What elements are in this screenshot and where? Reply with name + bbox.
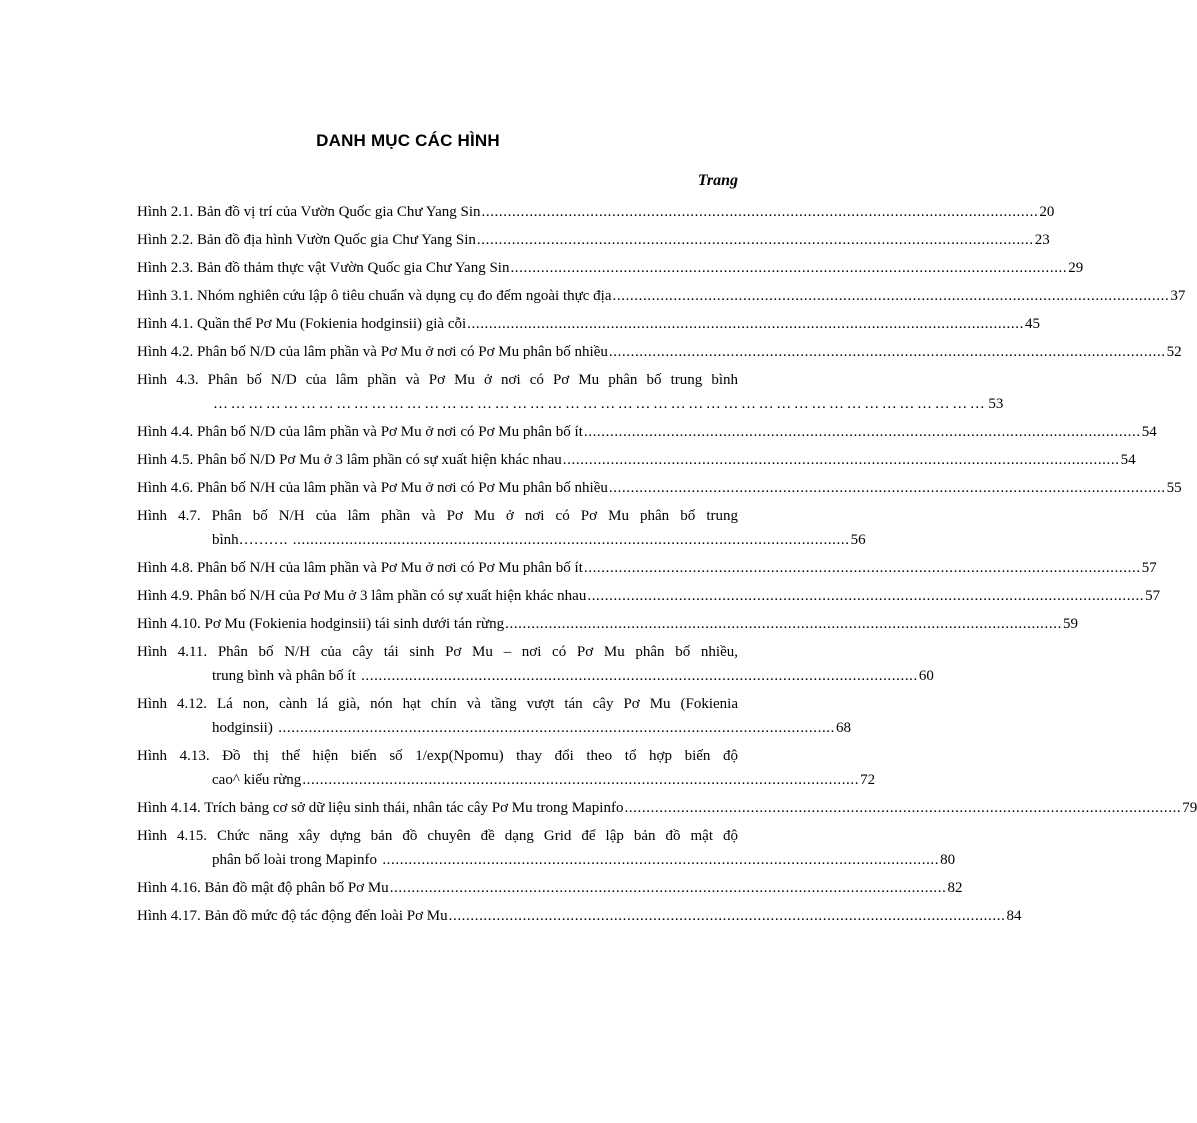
entry-text: Hình 4.1. Quần thể Pơ Mu (Fokienia hodginsii) già cỗi xyxy=(137,316,467,332)
list-item[interactable] xyxy=(137,744,876,792)
entry-continuation xyxy=(137,768,876,792)
list-item[interactable] xyxy=(137,504,866,552)
entry-continuation xyxy=(137,664,934,688)
page-number: 60 xyxy=(918,668,934,684)
list-item[interactable] xyxy=(137,640,934,688)
dot-leader: ................................................................................................................................ xyxy=(608,344,1166,360)
dot-leader: ................................................................................................................................ xyxy=(481,204,1039,220)
entry-text: Hình 4.16. Bản đồ mật độ phân bố Pơ Mu xyxy=(137,880,389,896)
entry-text: Hình 2.2. Bản đồ địa hình Vườn Quốc gia Chư Yang Sin xyxy=(137,232,476,248)
page-number: 72 xyxy=(860,772,876,788)
list-item[interactable] xyxy=(137,796,1197,820)
entry-text: Hình 4.4. Phân bố N/D của lâm phần và Pơ Mu ở nơi có Pơ Mu phân bố ít xyxy=(137,424,583,440)
dot-leader: ................................................................................................................................ xyxy=(448,908,1006,924)
entry-text: Hình 4.5. Phân bố N/D Pơ Mu ở 3 lâm phần có sự xuất hiện khác nhau xyxy=(137,452,562,468)
list-item[interactable] xyxy=(137,448,1136,472)
entry-text: Hình 4.15. Chức năng xây dựng bản đồ chuyên đề dạng Grid để lập bản đồ mật độ xyxy=(137,828,738,844)
list-item[interactable] xyxy=(137,556,1157,580)
list-item[interactable] xyxy=(137,312,1040,336)
figure-list xyxy=(137,200,1197,932)
page-number: 45 xyxy=(1024,316,1040,332)
page-number: 23 xyxy=(1034,232,1050,248)
entry-text: Hình 4.12. Lá non, cành lá già, nón hạt chín và tầng vượt tán cây Pơ Mu (Fokienia xyxy=(137,696,738,712)
dot-leader: ................................................................................................................................ xyxy=(624,800,1182,816)
dot-leader: ................................................................................................................................ xyxy=(302,772,860,788)
dot-leader: ................................................................................................................................ xyxy=(583,560,1141,576)
page-column-label: Trang xyxy=(697,172,738,189)
entry-continuation xyxy=(137,716,851,740)
entry-text: Hình 4.9. Phân bố N/H của Pơ Mu ở 3 lâm phần có sự xuất hiện khác nhau xyxy=(137,588,587,604)
dot-leader: ................................................................................................................................ xyxy=(608,480,1166,496)
dot-leader: ................................................................................................................................ xyxy=(467,316,1024,332)
list-item[interactable] xyxy=(137,584,1161,608)
dot-leader: ................................................................................................................................ xyxy=(510,260,1068,276)
entry-text: Hình 4.13. Đồ thị thể hiện biến số 1/exp(Npomu) thay đổi theo tổ hợp biến độ xyxy=(137,748,738,764)
entry-text: Hình 3.1. Nhóm nghiên cứu lập ô tiêu chuẩn và dụng cụ đo đếm ngoài thực địa xyxy=(137,288,612,304)
list-item[interactable] xyxy=(137,256,1084,280)
page-number: 68 xyxy=(836,720,851,736)
page-number: 80 xyxy=(940,852,956,868)
list-item[interactable] xyxy=(137,692,851,740)
entry-text: Hình 4.2. Phân bố N/D của lâm phần và Pơ Mu ở nơi có Pơ Mu phân bố nhiều xyxy=(137,344,608,360)
list-item[interactable] xyxy=(137,228,1050,252)
entry-text: Hình 4.3. Phân bố N/D của lâm phần và Pơ Mu ở nơi có Pơ Mu phân bố trung bình xyxy=(137,372,738,388)
page-number: 54 xyxy=(1141,424,1157,440)
list-item[interactable] xyxy=(137,612,1078,636)
entry-text: Hình 4.10. Pơ Mu (Fokienia hodginsii) tái sinh dưới tán rừng xyxy=(137,616,505,632)
entry-text: Hình 4.11. Phân bố N/H của cây tái sinh Pơ Mu – nơi có Pơ Mu phân bố nhiều, xyxy=(137,644,738,660)
list-item[interactable] xyxy=(137,200,1055,224)
dot-leader: …………………………………………………………………………………………………………………… xyxy=(213,396,988,412)
entry-text-continued: bình………. xyxy=(212,532,288,548)
dot-leader: ................................................................................................................................ xyxy=(377,852,940,868)
page-number: 82 xyxy=(947,880,963,896)
entry-text-continued: hodginsii) xyxy=(212,720,273,736)
page-number: 54 xyxy=(1120,452,1136,468)
entry-text-continued: phân bố loài trong Mapinfo xyxy=(212,852,377,868)
entry-text: Hình 2.3. Bản đồ thảm thực vật Vườn Quốc gia Chư Yang Sin xyxy=(137,260,510,276)
dot-leader: ................................................................................................................................ xyxy=(587,588,1145,604)
page-number: 55 xyxy=(1166,480,1182,496)
entry-text: Hình 4.14. Trích bảng cơ sở dữ liệu sinh thái, nhân tác cây Pơ Mu trong Mapinfo xyxy=(137,800,624,816)
page-number: 79 xyxy=(1182,800,1197,816)
entry-text-continued: trung bình và phân bố ít xyxy=(212,668,356,684)
dot-leader: ................................................................................................................................ xyxy=(505,616,1062,632)
page-number: 53 xyxy=(988,396,1004,412)
dot-leader: ................................................................................................................................ xyxy=(583,424,1141,440)
entry-text: Hình 4.17. Bản đồ mức độ tác động đến loài Pơ Mu xyxy=(137,908,448,924)
page-number: 37 xyxy=(1170,288,1186,304)
dot-leader: ................................................................................................................................ xyxy=(476,232,1034,248)
list-item[interactable] xyxy=(137,876,963,900)
list-item[interactable] xyxy=(137,368,1004,416)
dot-leader: ................................................................................................................................ xyxy=(356,668,918,684)
page-title: DANH MỤC CÁC HÌNH xyxy=(316,131,500,150)
page-number: 20 xyxy=(1039,204,1055,220)
entry-text: Hình 4.6. Phân bố N/H của lâm phần và Pơ Mu ở nơi có Pơ Mu phân bố nhiều xyxy=(137,480,608,496)
entry-continuation xyxy=(137,392,1004,416)
dot-leader: ................................................................................................................................ xyxy=(288,532,850,548)
dot-leader: ................................................................................................................................ xyxy=(612,288,1170,304)
page-number: 59 xyxy=(1062,616,1078,632)
page-number: 57 xyxy=(1145,588,1161,604)
entry-continuation xyxy=(137,848,956,872)
page-number: 52 xyxy=(1166,344,1182,360)
list-item[interactable] xyxy=(137,340,1182,364)
page-number: 29 xyxy=(1068,260,1084,276)
entry-text-continued: cao^ kiểu rừng xyxy=(212,772,302,788)
page-number: 56 xyxy=(850,532,866,548)
dot-leader: ................................................................................................................................ xyxy=(562,452,1120,468)
dot-leader: ................................................................................................................................ xyxy=(273,720,835,736)
dot-leader: ................................................................................................................................ xyxy=(389,880,947,896)
page-number: 57 xyxy=(1141,560,1157,576)
entry-text: Hình 4.7. Phân bố N/H của lâm phần và Pơ Mu ở nơi có Pơ Mu phân bố trung xyxy=(137,508,738,524)
list-item[interactable] xyxy=(137,904,1022,928)
list-item[interactable] xyxy=(137,284,1186,308)
entry-continuation xyxy=(137,528,866,552)
entry-text: Hình 4.8. Phân bố N/H của lâm phần và Pơ Mu ở nơi có Pơ Mu phân bố ít xyxy=(137,560,583,576)
entry-text: Hình 2.1. Bản đồ vị trí của Vườn Quốc gia Chư Yang Sin xyxy=(137,204,481,220)
list-item[interactable] xyxy=(137,824,956,872)
list-item[interactable] xyxy=(137,420,1157,444)
page-number: 84 xyxy=(1006,908,1022,924)
list-item[interactable] xyxy=(137,476,1182,500)
